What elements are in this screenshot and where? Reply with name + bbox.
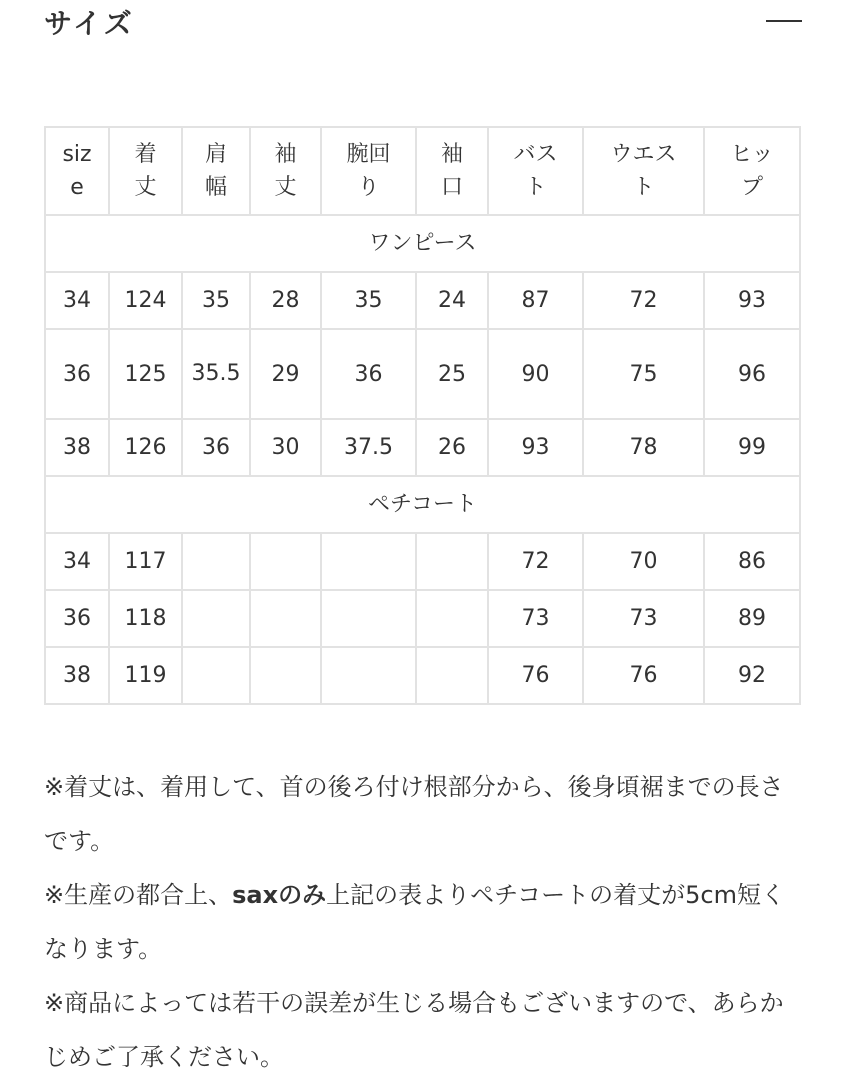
note-sax-after: 上記の表よりペチコートの着丈が5cm短くなります。 (44, 881, 785, 963)
table-cell: 118 (109, 590, 182, 647)
table-cell: 86 (704, 533, 800, 590)
table-row (45, 647, 800, 704)
table-row (45, 419, 800, 476)
table-cell (416, 533, 488, 590)
table-cell: 117 (109, 533, 182, 590)
table-cell: 38 (45, 647, 109, 704)
header-hip: ヒッ プ (704, 127, 800, 215)
table-cell: 119 (109, 647, 182, 704)
table-cell (250, 533, 321, 590)
header-shoulder: 肩 幅 (182, 127, 250, 215)
header-sleeve-length: 袖 丈 (250, 127, 321, 215)
table-cell: 30 (250, 419, 321, 476)
table-cell: 76 (488, 647, 583, 704)
table-cell: 75 (583, 329, 704, 419)
table-cell: 93 (704, 272, 800, 329)
table-cell: 90 (488, 329, 583, 419)
table-header-row (45, 127, 800, 215)
table-cell: 35.5 (182, 329, 250, 419)
table-cell (182, 647, 250, 704)
table-cell (182, 533, 250, 590)
section-title: サイズ (44, 7, 135, 40)
table-cell: 29 (250, 329, 321, 419)
size-table (44, 126, 801, 705)
table-cell: 96 (704, 329, 800, 419)
table-cell: 126 (109, 419, 182, 476)
table-cell: 72 (583, 272, 704, 329)
table-cell (416, 590, 488, 647)
table-cell: 73 (583, 590, 704, 647)
section-row-onepiece (45, 215, 800, 272)
table-cell (321, 590, 416, 647)
table-cell (321, 647, 416, 704)
table-cell: 26 (416, 419, 488, 476)
table-cell: 124 (109, 272, 182, 329)
table-row (45, 329, 800, 419)
table-cell: 35 (321, 272, 416, 329)
table-cell: 38 (45, 419, 109, 476)
header-length: 着 丈 (109, 127, 182, 215)
table-cell: 76 (583, 647, 704, 704)
table-row (45, 533, 800, 590)
header-size: siz e (45, 127, 109, 215)
size-notes (44, 760, 804, 1084)
table-cell: 36 (321, 329, 416, 419)
note-length: ※着丈は、着用して、首の後ろ付け根部分から、後身頃裾までの長さです。 (44, 773, 784, 855)
table-cell: 37.5 (321, 419, 416, 476)
table-cell: 89 (704, 590, 800, 647)
table-cell (250, 590, 321, 647)
table-cell: 28 (250, 272, 321, 329)
note-tolerance: ※商品によっては若干の誤差が生じる場合もございますので、あらかじめご了承ください。 (44, 989, 784, 1071)
table-cell (182, 590, 250, 647)
section-label: ワンピース (45, 215, 800, 272)
table-cell: 125 (109, 329, 182, 419)
section-row-petticoat (45, 476, 800, 533)
table-cell: 70 (583, 533, 704, 590)
table-cell: 34 (45, 533, 109, 590)
table-cell: 36 (45, 590, 109, 647)
header-cuff: 袖 口 (416, 127, 488, 215)
header-bust: バス ト (488, 127, 583, 215)
table-row (45, 272, 800, 329)
table-cell: 34 (45, 272, 109, 329)
size-section-header[interactable] (0, 0, 844, 50)
table-cell: 93 (488, 419, 583, 476)
note-sax (44, 868, 804, 976)
table-cell: 72 (488, 533, 583, 590)
table-cell: 35 (182, 272, 250, 329)
table-cell (416, 647, 488, 704)
table-row (45, 590, 800, 647)
table-cell: 92 (704, 647, 800, 704)
table-cell: 36 (45, 329, 109, 419)
table-cell: 25 (416, 329, 488, 419)
note-sax-bold: saxのみ (232, 881, 327, 909)
table-cell: 99 (704, 419, 800, 476)
table-cell: 24 (416, 272, 488, 329)
minus-icon[interactable] (766, 0, 802, 44)
section-label: ペチコート (45, 476, 800, 533)
header-waist: ウエス ト (583, 127, 704, 215)
table-cell (321, 533, 416, 590)
table-cell: 78 (583, 419, 704, 476)
table-cell: 36 (182, 419, 250, 476)
note-sax-before: ※生産の都合上、 (44, 881, 233, 909)
table-cell: 87 (488, 272, 583, 329)
table-cell: 73 (488, 590, 583, 647)
table-cell (250, 647, 321, 704)
header-arm-circumference: 腕回 り (321, 127, 416, 215)
